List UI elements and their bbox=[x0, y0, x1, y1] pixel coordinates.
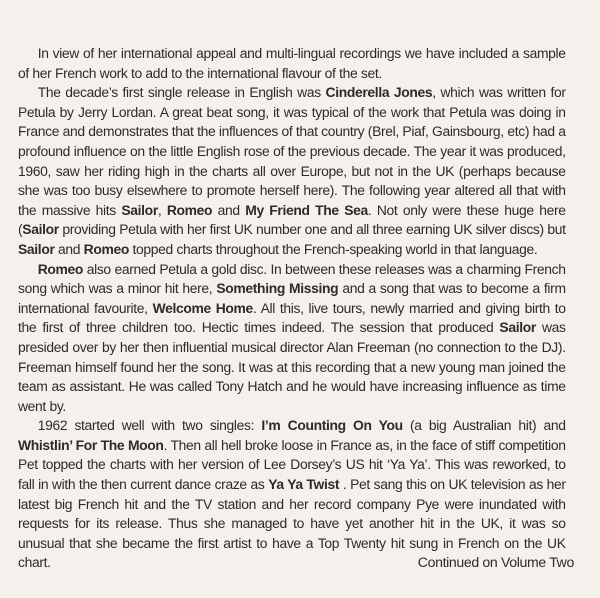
text-run: (a big Australian hit) and bbox=[402, 417, 566, 434]
text-run: , which was written for Petula by Jerry Lordan. A great beat song, it was typical of the work that Petula was doing in France and demonstrates that the influences of that country (Brel, Piaf, Gainsbourg, etc) had a profound influence on the little English rose of the previous decade. The year it was produced, 1960, saw her riding high in the charts all over Europe, but not in the UK (perhaps because she was too busy elsewhere to promote herself here). The following year altered all that with the massive hits bbox=[18, 84, 566, 218]
text-run: 1962 started well with two singles: bbox=[37, 417, 262, 434]
text-run: , bbox=[157, 201, 167, 218]
song-title: Welcome Home bbox=[152, 299, 253, 316]
text-run: . Then all hell broke loose in France as, in the face of stiff competition Pet topped the charts with her version of Lee Dorsey’s US hit ‘Ya Ya’. This was reworked, to fall in with the then current dance craze as bbox=[18, 436, 566, 493]
text-run: and bbox=[54, 240, 84, 257]
text-run: and a song that was to become a firm international favourite, bbox=[18, 280, 566, 316]
body-paragraph bbox=[18, 44, 566, 83]
text-run: providing Petula with her first UK number one and all three earning UK silver discs) but bbox=[58, 221, 566, 238]
song-title: My Friend The Sea bbox=[245, 201, 368, 218]
text-run: In view of her international appeal and multi-lingual recordings we have included a sample of her French work to add to the international flavour of the set. bbox=[18, 45, 566, 81]
text-run: also earned Petula a gold disc. In between these releases was a charming French song which was a minor hit here, bbox=[18, 260, 566, 297]
text-run: was presided over by her then influential musical director Alan Freeman (no connection to the DJ). Freeman himself found her the song. It was at this recording that a new young man joined the team as assistant. He was called Tony Hatch and he would have increasing influence as time went by. bbox=[18, 319, 566, 414]
text-run: topped charts throughout the French-speaking world in that language. bbox=[129, 240, 538, 257]
song-title: Cinderella Jones bbox=[325, 84, 433, 101]
text-run: . All this, live tours, newly married and giving birth to the first of three children too. Hectic times indeed. The session that produced bbox=[18, 299, 566, 336]
text-run: . Pet sang this on UK television as her latest big French hit and the TV station and her record company Pye were inundated with requests for its release. Thus she managed to have yet another hit in the UK, it was so unusual that she became the first artist to have a Top Twenty hit sung in French on the UK chart. bbox=[18, 476, 566, 571]
body-paragraph bbox=[18, 260, 566, 417]
song-title: Sailor bbox=[22, 221, 59, 238]
text-run: . Not only were these huge here ( bbox=[18, 201, 566, 238]
song-title: Whistlin’ For The Moon bbox=[18, 436, 164, 453]
text-run: and bbox=[212, 201, 246, 218]
song-title: Something Missing bbox=[216, 280, 339, 297]
text-run: The decade’s first single release in English was bbox=[37, 84, 326, 101]
song-title: I’m Counting On You bbox=[261, 417, 403, 434]
song-title: Ya Ya Twist bbox=[268, 476, 340, 493]
liner-notes-body bbox=[18, 44, 574, 573]
song-title: Sailor bbox=[121, 201, 158, 218]
body-paragraph bbox=[18, 83, 566, 259]
song-title: Romeo bbox=[83, 240, 130, 257]
song-title: Sailor bbox=[18, 240, 55, 257]
continued-note: Continued on Volume Two bbox=[417, 554, 574, 570]
song-title: Romeo bbox=[37, 260, 84, 277]
body-paragraph bbox=[18, 416, 566, 573]
song-title: Sailor bbox=[499, 319, 536, 336]
song-title: Romeo bbox=[166, 201, 213, 218]
